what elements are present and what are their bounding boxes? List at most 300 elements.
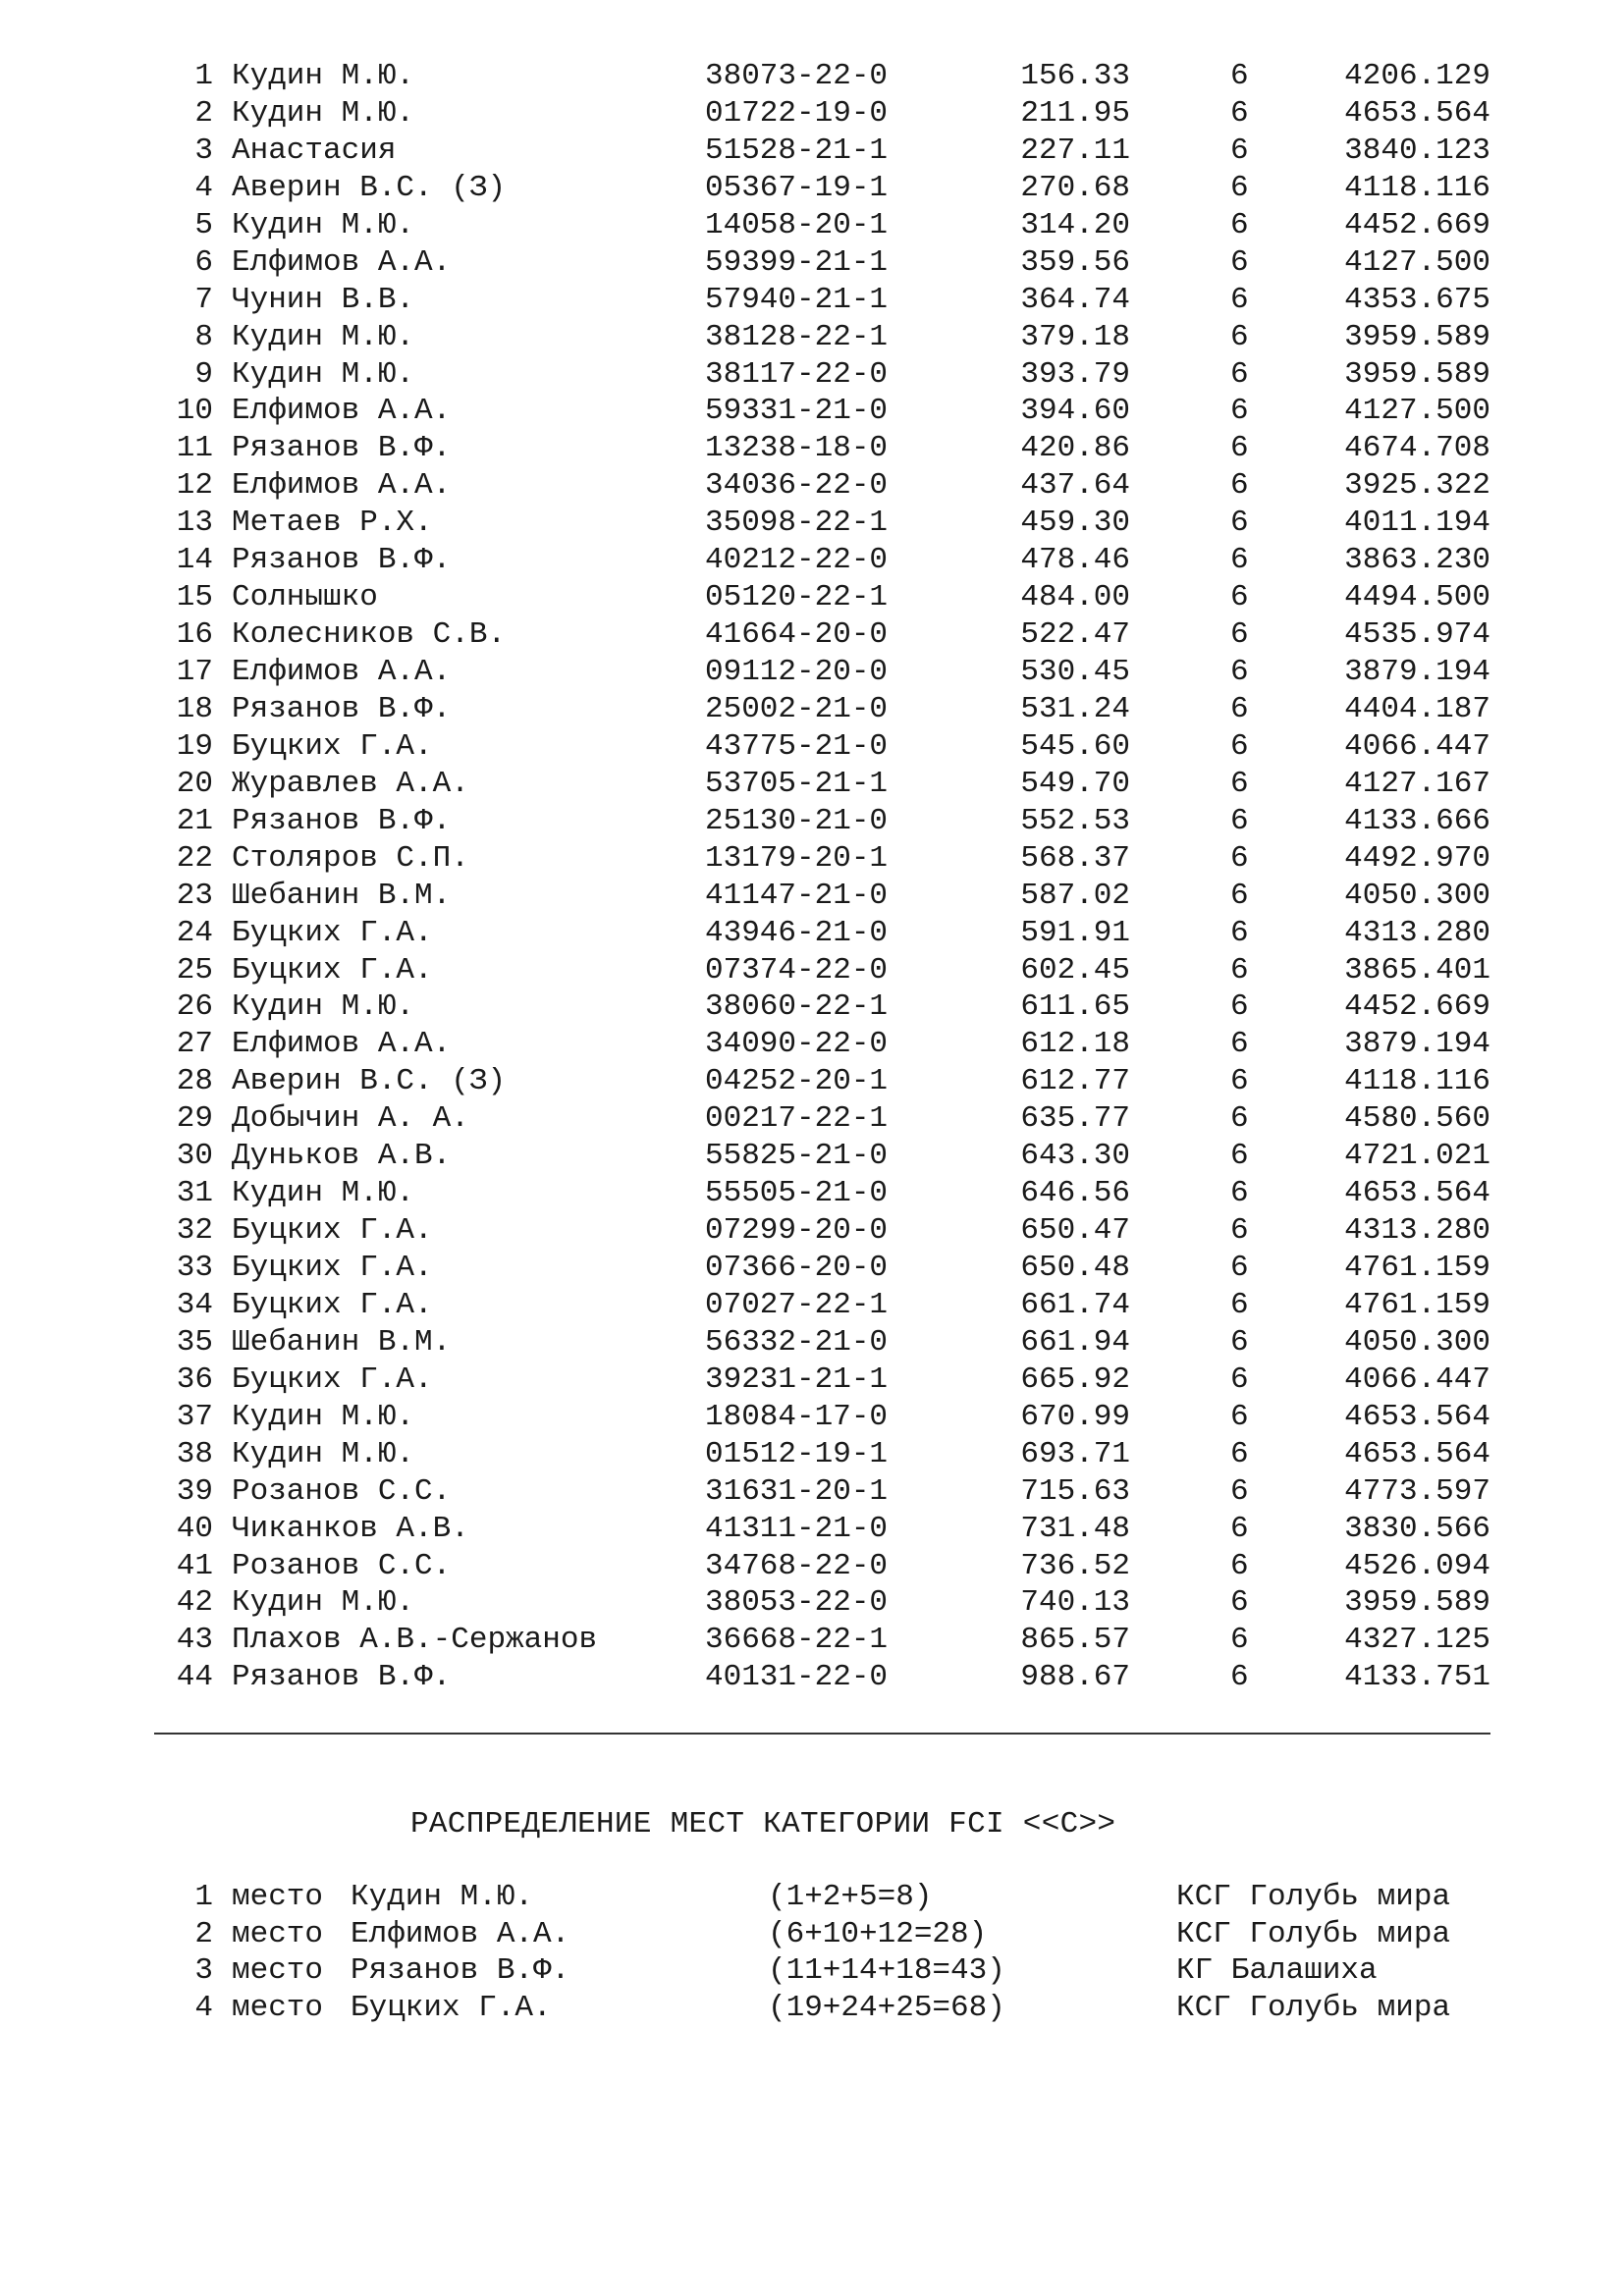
fancier-name: Рязанов В.Ф. bbox=[232, 431, 452, 466]
place-row bbox=[0, 1879, 1624, 1916]
place-fancier-name: Рязанов В.Ф. bbox=[351, 1953, 570, 1988]
fancier-name: Дуньков А.В. bbox=[232, 1139, 452, 1174]
bird-count: 6 bbox=[1230, 1027, 1249, 1062]
ring-number: 38073-22-0 bbox=[705, 59, 889, 93]
speed-value: 4653.564 bbox=[1344, 1399, 1490, 1434]
ring-number: 13179-20-1 bbox=[705, 840, 889, 876]
table-row bbox=[0, 1212, 1624, 1250]
ring-number: 55505-21-0 bbox=[705, 1176, 889, 1211]
table-row bbox=[0, 133, 1624, 170]
table-row bbox=[0, 319, 1624, 356]
arrival-time: 531.24 bbox=[1020, 691, 1130, 726]
table-row bbox=[0, 840, 1624, 878]
bird-count: 6 bbox=[1230, 319, 1249, 354]
place-calculation: (11+14+18=43) bbox=[768, 1953, 1005, 1988]
table-row bbox=[0, 1063, 1624, 1100]
speed-value: 4535.974 bbox=[1344, 617, 1490, 653]
ring-number: 38053-22-0 bbox=[705, 1585, 889, 1621]
bird-count: 6 bbox=[1230, 1176, 1249, 1211]
table-row bbox=[0, 691, 1624, 728]
fancier-name: Буцких Г.А. bbox=[232, 1251, 433, 1285]
table-row bbox=[0, 1511, 1624, 1548]
bird-count: 6 bbox=[1230, 1139, 1249, 1174]
ring-number: 07374-22-0 bbox=[705, 952, 889, 988]
row-number: 25 bbox=[176, 952, 213, 988]
ring-number: 41147-21-0 bbox=[705, 878, 889, 913]
bird-count: 6 bbox=[1230, 803, 1249, 838]
arrival-time: 646.56 bbox=[1020, 1176, 1130, 1211]
speed-value: 4133.751 bbox=[1344, 1660, 1490, 1695]
fancier-name: Кудин М.Ю. bbox=[232, 59, 415, 93]
bird-count: 6 bbox=[1230, 468, 1249, 504]
row-number: 10 bbox=[176, 394, 213, 429]
bird-count: 6 bbox=[1230, 133, 1249, 168]
bird-count: 6 bbox=[1230, 356, 1249, 392]
place-word: место bbox=[232, 1953, 324, 1988]
arrival-time: 484.00 bbox=[1020, 580, 1130, 615]
fancier-name: Кудин М.Ю. bbox=[232, 207, 415, 242]
table-row bbox=[0, 1622, 1624, 1659]
ring-number: 40131-22-0 bbox=[705, 1660, 889, 1695]
fancier-name: Колесников С.В. bbox=[232, 617, 507, 653]
places-table bbox=[0, 1879, 1624, 2026]
bird-count: 6 bbox=[1230, 766, 1249, 801]
fancier-name: Елфимов А.А. bbox=[232, 468, 452, 504]
bird-count: 6 bbox=[1230, 1511, 1249, 1546]
ring-number: 55825-21-0 bbox=[705, 1139, 889, 1174]
table-row bbox=[0, 766, 1624, 803]
arrival-time: 670.99 bbox=[1020, 1399, 1130, 1434]
ring-number: 39231-21-1 bbox=[705, 1362, 889, 1397]
speed-value: 4066.447 bbox=[1344, 728, 1490, 764]
speed-value: 4674.708 bbox=[1344, 431, 1490, 466]
ring-number: 05367-19-1 bbox=[705, 170, 889, 205]
speed-value: 3925.322 bbox=[1344, 468, 1490, 504]
table-row bbox=[0, 430, 1624, 467]
row-number: 12 bbox=[176, 468, 213, 504]
speed-value: 3959.589 bbox=[1344, 1585, 1490, 1621]
arrival-time: 530.45 bbox=[1020, 655, 1130, 689]
place-fancier-name: Буцких Г.А. bbox=[351, 1990, 552, 2025]
bird-count: 6 bbox=[1230, 1548, 1249, 1583]
bird-count: 6 bbox=[1230, 207, 1249, 242]
ring-number: 51528-21-1 bbox=[705, 133, 889, 168]
ring-number: 14058-20-1 bbox=[705, 207, 889, 242]
table-row bbox=[0, 952, 1624, 989]
arrival-time: 227.11 bbox=[1020, 133, 1130, 168]
table-row bbox=[0, 1138, 1624, 1175]
bird-count: 6 bbox=[1230, 59, 1249, 93]
speed-value: 4492.970 bbox=[1344, 840, 1490, 876]
bird-count: 6 bbox=[1230, 1660, 1249, 1695]
row-number: 33 bbox=[176, 1251, 213, 1285]
arrival-time: 650.48 bbox=[1020, 1251, 1130, 1285]
speed-value: 4721.021 bbox=[1344, 1139, 1490, 1174]
arrival-time: 635.77 bbox=[1020, 1101, 1130, 1137]
row-number: 20 bbox=[176, 766, 213, 801]
table-row bbox=[0, 1399, 1624, 1436]
bird-count: 6 bbox=[1230, 394, 1249, 429]
place-number: 3 bbox=[194, 1953, 213, 1988]
table-row bbox=[0, 170, 1624, 207]
arrival-time: 549.70 bbox=[1020, 766, 1130, 801]
fancier-name: Чунин В.В. bbox=[232, 282, 415, 317]
bird-count: 6 bbox=[1230, 989, 1249, 1025]
bird-count: 6 bbox=[1230, 1362, 1249, 1397]
place-row bbox=[0, 1952, 1624, 1990]
row-number: 41 bbox=[176, 1548, 213, 1583]
arrival-time: 693.71 bbox=[1020, 1436, 1130, 1471]
ring-number: 05120-22-1 bbox=[705, 580, 889, 615]
ring-number: 31631-20-1 bbox=[705, 1473, 889, 1509]
place-club: КСГ Голубь мира bbox=[1176, 1880, 1451, 1914]
arrival-time: 715.63 bbox=[1020, 1473, 1130, 1509]
table-row bbox=[0, 579, 1624, 616]
row-number: 8 bbox=[194, 319, 213, 354]
ring-number: 35098-22-1 bbox=[705, 506, 889, 541]
arrival-time: 612.18 bbox=[1020, 1027, 1130, 1062]
fancier-name: Буцких Г.А. bbox=[232, 1362, 433, 1397]
arrival-time: 545.60 bbox=[1020, 728, 1130, 764]
row-number: 1 bbox=[194, 59, 213, 93]
row-number: 42 bbox=[176, 1585, 213, 1621]
ring-number: 13238-18-0 bbox=[705, 431, 889, 466]
place-number: 2 bbox=[194, 1916, 213, 1951]
bird-count: 6 bbox=[1230, 95, 1249, 131]
speed-value: 4761.159 bbox=[1344, 1287, 1490, 1322]
row-number: 39 bbox=[176, 1473, 213, 1509]
row-number: 2 bbox=[194, 95, 213, 131]
speed-value: 4404.187 bbox=[1344, 691, 1490, 726]
arrival-time: 611.65 bbox=[1020, 989, 1130, 1025]
bird-count: 6 bbox=[1230, 543, 1249, 578]
bird-count: 6 bbox=[1230, 1399, 1249, 1434]
bird-count: 6 bbox=[1230, 1064, 1249, 1099]
speed-value: 3879.194 bbox=[1344, 655, 1490, 689]
ring-number: 56332-21-0 bbox=[705, 1324, 889, 1360]
fancier-name: Рязанов В.Ф. bbox=[232, 1660, 452, 1695]
fancier-name: Розанов С.С. bbox=[232, 1548, 452, 1583]
ring-number: 59331-21-0 bbox=[705, 394, 889, 429]
fancier-name: Аверин В.С. (З) bbox=[232, 170, 507, 205]
ring-number: 01722-19-0 bbox=[705, 95, 889, 131]
fancier-name: Солнышко bbox=[232, 580, 378, 615]
ring-number: 41311-21-0 bbox=[705, 1511, 889, 1546]
speed-value: 3830.566 bbox=[1344, 1511, 1490, 1546]
bird-count: 6 bbox=[1230, 655, 1249, 689]
row-number: 27 bbox=[176, 1027, 213, 1062]
table-row bbox=[0, 878, 1624, 915]
row-number: 15 bbox=[176, 580, 213, 615]
arrival-time: 736.52 bbox=[1020, 1548, 1130, 1583]
speed-value: 3840.123 bbox=[1344, 133, 1490, 168]
row-number: 13 bbox=[176, 506, 213, 541]
distribution-title: РАСПРЕДЕЛЕНИЕ МЕСТ КАТЕГОРИИ FCI <<C>> bbox=[410, 1807, 1116, 1842]
bird-count: 6 bbox=[1230, 431, 1249, 466]
speed-value: 4313.280 bbox=[1344, 1213, 1490, 1249]
arrival-time: 394.60 bbox=[1020, 394, 1130, 429]
table-row bbox=[0, 1548, 1624, 1585]
speed-value: 4526.094 bbox=[1344, 1548, 1490, 1583]
speed-value: 3959.589 bbox=[1344, 319, 1490, 354]
fancier-name: Рязанов В.Ф. bbox=[232, 691, 452, 726]
ring-number: 34768-22-0 bbox=[705, 1548, 889, 1583]
speed-value: 3879.194 bbox=[1344, 1027, 1490, 1062]
place-word: место bbox=[232, 1990, 324, 2025]
row-number: 44 bbox=[176, 1660, 213, 1695]
speed-value: 4118.116 bbox=[1344, 170, 1490, 205]
row-number: 24 bbox=[176, 915, 213, 950]
table-row bbox=[0, 1175, 1624, 1212]
speed-value: 4127.500 bbox=[1344, 394, 1490, 429]
row-number: 35 bbox=[176, 1324, 213, 1360]
fancier-name: Шебанин В.М. bbox=[232, 878, 452, 913]
fancier-name: Добычин А. А. bbox=[232, 1101, 469, 1137]
fancier-name: Кудин М.Ю. bbox=[232, 1585, 415, 1621]
ring-number: 38060-22-1 bbox=[705, 989, 889, 1025]
speed-value: 4653.564 bbox=[1344, 1176, 1490, 1211]
bird-count: 6 bbox=[1230, 617, 1249, 653]
ring-number: 34090-22-0 bbox=[705, 1027, 889, 1062]
arrival-time: 364.74 bbox=[1020, 282, 1130, 317]
fancier-name: Рязанов В.Ф. bbox=[232, 803, 452, 838]
speed-value: 4011.194 bbox=[1344, 506, 1490, 541]
row-number: 3 bbox=[194, 133, 213, 168]
bird-count: 6 bbox=[1230, 1473, 1249, 1509]
bird-count: 6 bbox=[1230, 878, 1249, 913]
place-number: 1 bbox=[194, 1880, 213, 1914]
ring-number: 43946-21-0 bbox=[705, 915, 889, 950]
bird-count: 6 bbox=[1230, 840, 1249, 876]
table-row bbox=[0, 654, 1624, 691]
table-row bbox=[0, 1250, 1624, 1287]
table-row bbox=[0, 1100, 1624, 1138]
ring-number: 53705-21-1 bbox=[705, 766, 889, 801]
table-row bbox=[0, 1436, 1624, 1473]
arrival-time: 661.74 bbox=[1020, 1287, 1130, 1322]
speed-value: 4118.116 bbox=[1344, 1064, 1490, 1099]
arrival-time: 379.18 bbox=[1020, 319, 1130, 354]
row-number: 23 bbox=[176, 878, 213, 913]
arrival-time: 643.30 bbox=[1020, 1139, 1130, 1174]
table-row bbox=[0, 1584, 1624, 1622]
ring-number: 18084-17-0 bbox=[705, 1399, 889, 1434]
arrival-time: 740.13 bbox=[1020, 1585, 1130, 1621]
arrival-time: 314.20 bbox=[1020, 207, 1130, 242]
arrival-time: 459.30 bbox=[1020, 506, 1130, 541]
table-row bbox=[0, 393, 1624, 430]
bird-count: 6 bbox=[1230, 1436, 1249, 1471]
place-word: место bbox=[232, 1880, 324, 1914]
arrival-time: 420.86 bbox=[1020, 431, 1130, 466]
table-row bbox=[0, 988, 1624, 1026]
fancier-name: Елфимов А.А. bbox=[232, 1027, 452, 1062]
speed-value: 4206.129 bbox=[1344, 59, 1490, 93]
bird-count: 6 bbox=[1230, 915, 1249, 950]
speed-value: 4452.669 bbox=[1344, 207, 1490, 242]
fancier-name: Буцких Г.А. bbox=[232, 1213, 433, 1249]
speed-value: 4653.564 bbox=[1344, 1436, 1490, 1471]
fancier-name: Журавлев А.А. bbox=[232, 766, 469, 801]
arrival-time: 587.02 bbox=[1020, 878, 1130, 913]
place-club: КСГ Голубь мира bbox=[1176, 1916, 1451, 1951]
row-number: 5 bbox=[194, 207, 213, 242]
fancier-name: Анастасия bbox=[232, 133, 397, 168]
bird-count: 6 bbox=[1230, 282, 1249, 317]
results-table bbox=[0, 58, 1624, 1696]
row-number: 43 bbox=[176, 1623, 213, 1658]
row-number: 9 bbox=[194, 356, 213, 392]
section-divider bbox=[154, 1733, 1490, 1735]
arrival-time: 661.94 bbox=[1020, 1324, 1130, 1360]
bird-count: 6 bbox=[1230, 1251, 1249, 1285]
place-word: место bbox=[232, 1916, 324, 1951]
fancier-name: Кудин М.Ю. bbox=[232, 989, 415, 1025]
fancier-name: Рязанов В.Ф. bbox=[232, 543, 452, 578]
fancier-name: Кудин М.Ю. bbox=[232, 95, 415, 131]
fancier-name: Кудин М.Ю. bbox=[232, 356, 415, 392]
ring-number: 07027-22-1 bbox=[705, 1287, 889, 1322]
fancier-name: Елфимов А.А. bbox=[232, 244, 452, 280]
fancier-name: Буцких Г.А. bbox=[232, 915, 433, 950]
row-number: 32 bbox=[176, 1213, 213, 1249]
arrival-time: 591.91 bbox=[1020, 915, 1130, 950]
table-row bbox=[0, 803, 1624, 840]
ring-number: 07299-20-0 bbox=[705, 1213, 889, 1249]
arrival-time: 478.46 bbox=[1020, 543, 1130, 578]
fancier-name: Кудин М.Ю. bbox=[232, 1176, 415, 1211]
ring-number: 59399-21-1 bbox=[705, 244, 889, 280]
table-row bbox=[0, 728, 1624, 766]
speed-value: 4353.675 bbox=[1344, 282, 1490, 317]
bird-count: 6 bbox=[1230, 244, 1249, 280]
arrival-time: 552.53 bbox=[1020, 803, 1130, 838]
arrival-time: 270.68 bbox=[1020, 170, 1130, 205]
row-number: 22 bbox=[176, 840, 213, 876]
bird-count: 6 bbox=[1230, 691, 1249, 726]
bird-count: 6 bbox=[1230, 1287, 1249, 1322]
row-number: 17 bbox=[176, 655, 213, 689]
place-club: КСГ Голубь мира bbox=[1176, 1990, 1451, 2025]
speed-value: 4327.125 bbox=[1344, 1623, 1490, 1658]
bird-count: 6 bbox=[1230, 728, 1249, 764]
arrival-time: 393.79 bbox=[1020, 356, 1130, 392]
table-row bbox=[0, 616, 1624, 654]
fancier-name: Метаев Р.Х. bbox=[232, 506, 433, 541]
table-row bbox=[0, 1324, 1624, 1362]
row-number: 16 bbox=[176, 617, 213, 653]
ring-number: 01512-19-1 bbox=[705, 1436, 889, 1471]
ring-number: 25002-21-0 bbox=[705, 691, 889, 726]
fancier-name: Столяров С.П. bbox=[232, 840, 469, 876]
row-number: 36 bbox=[176, 1362, 213, 1397]
fancier-name: Кудин М.Ю. bbox=[232, 1436, 415, 1471]
speed-value: 4050.300 bbox=[1344, 878, 1490, 913]
ring-number: 25130-21-0 bbox=[705, 803, 889, 838]
table-row bbox=[0, 95, 1624, 133]
bird-count: 6 bbox=[1230, 952, 1249, 988]
ring-number: 07366-20-0 bbox=[705, 1251, 889, 1285]
table-row bbox=[0, 207, 1624, 244]
arrival-time: 522.47 bbox=[1020, 617, 1130, 653]
row-number: 21 bbox=[176, 803, 213, 838]
bird-count: 6 bbox=[1230, 170, 1249, 205]
place-fancier-name: Елфимов А.А. bbox=[351, 1916, 570, 1951]
table-row bbox=[0, 1362, 1624, 1399]
arrival-time: 731.48 bbox=[1020, 1511, 1130, 1546]
place-club: КГ Балашиха bbox=[1176, 1953, 1378, 1988]
ring-number: 57940-21-1 bbox=[705, 282, 889, 317]
ring-number: 43775-21-0 bbox=[705, 728, 889, 764]
fancier-name: Чиканков А.В. bbox=[232, 1511, 469, 1546]
table-row bbox=[0, 1473, 1624, 1511]
ring-number: 38117-22-0 bbox=[705, 356, 889, 392]
row-number: 40 bbox=[176, 1511, 213, 1546]
row-number: 38 bbox=[176, 1436, 213, 1471]
arrival-time: 988.67 bbox=[1020, 1660, 1130, 1695]
arrival-time: 568.37 bbox=[1020, 840, 1130, 876]
table-row bbox=[0, 467, 1624, 505]
row-number: 34 bbox=[176, 1287, 213, 1322]
fancier-name: Аверин В.С. (З) bbox=[232, 1064, 507, 1099]
speed-value: 4127.167 bbox=[1344, 766, 1490, 801]
fancier-name: Кудин М.Ю. bbox=[232, 1399, 415, 1434]
speed-value: 4452.669 bbox=[1344, 989, 1490, 1025]
fancier-name: Буцких Г.А. bbox=[232, 728, 433, 764]
arrival-time: 650.47 bbox=[1020, 1213, 1130, 1249]
table-row bbox=[0, 1287, 1624, 1324]
speed-value: 3863.230 bbox=[1344, 543, 1490, 578]
arrival-time: 156.33 bbox=[1020, 59, 1130, 93]
table-row bbox=[0, 244, 1624, 282]
row-number: 29 bbox=[176, 1101, 213, 1137]
place-fancier-name: Кудин М.Ю. bbox=[351, 1880, 534, 1914]
row-number: 19 bbox=[176, 728, 213, 764]
speed-value: 4127.500 bbox=[1344, 244, 1490, 280]
table-row bbox=[0, 58, 1624, 95]
table-row bbox=[0, 915, 1624, 952]
row-number: 37 bbox=[176, 1399, 213, 1434]
fancier-name: Кудин М.Ю. bbox=[232, 319, 415, 354]
speed-value: 4653.564 bbox=[1344, 95, 1490, 131]
row-number: 4 bbox=[194, 170, 213, 205]
ring-number: 34036-22-0 bbox=[705, 468, 889, 504]
speed-value: 4580.560 bbox=[1344, 1101, 1490, 1137]
place-row bbox=[0, 1990, 1624, 2027]
ring-number: 04252-20-1 bbox=[705, 1064, 889, 1099]
row-number: 28 bbox=[176, 1064, 213, 1099]
row-number: 7 bbox=[194, 282, 213, 317]
speed-value: 3865.401 bbox=[1344, 952, 1490, 988]
row-number: 6 bbox=[194, 244, 213, 280]
ring-number: 09112-20-0 bbox=[705, 655, 889, 689]
table-row bbox=[0, 1026, 1624, 1063]
place-calculation: (1+2+5=8) bbox=[768, 1880, 933, 1914]
row-number: 30 bbox=[176, 1139, 213, 1174]
table-row bbox=[0, 1659, 1624, 1696]
ring-number: 40212-22-0 bbox=[705, 543, 889, 578]
speed-value: 4066.447 bbox=[1344, 1362, 1490, 1397]
fancier-name: Шебанин В.М. bbox=[232, 1324, 452, 1360]
speed-value: 3959.589 bbox=[1344, 356, 1490, 392]
ring-number: 41664-20-0 bbox=[705, 617, 889, 653]
row-number: 14 bbox=[176, 543, 213, 578]
speed-value: 4050.300 bbox=[1344, 1324, 1490, 1360]
speed-value: 4133.666 bbox=[1344, 803, 1490, 838]
row-number: 26 bbox=[176, 989, 213, 1025]
bird-count: 6 bbox=[1230, 1585, 1249, 1621]
speed-value: 4773.597 bbox=[1344, 1473, 1490, 1509]
